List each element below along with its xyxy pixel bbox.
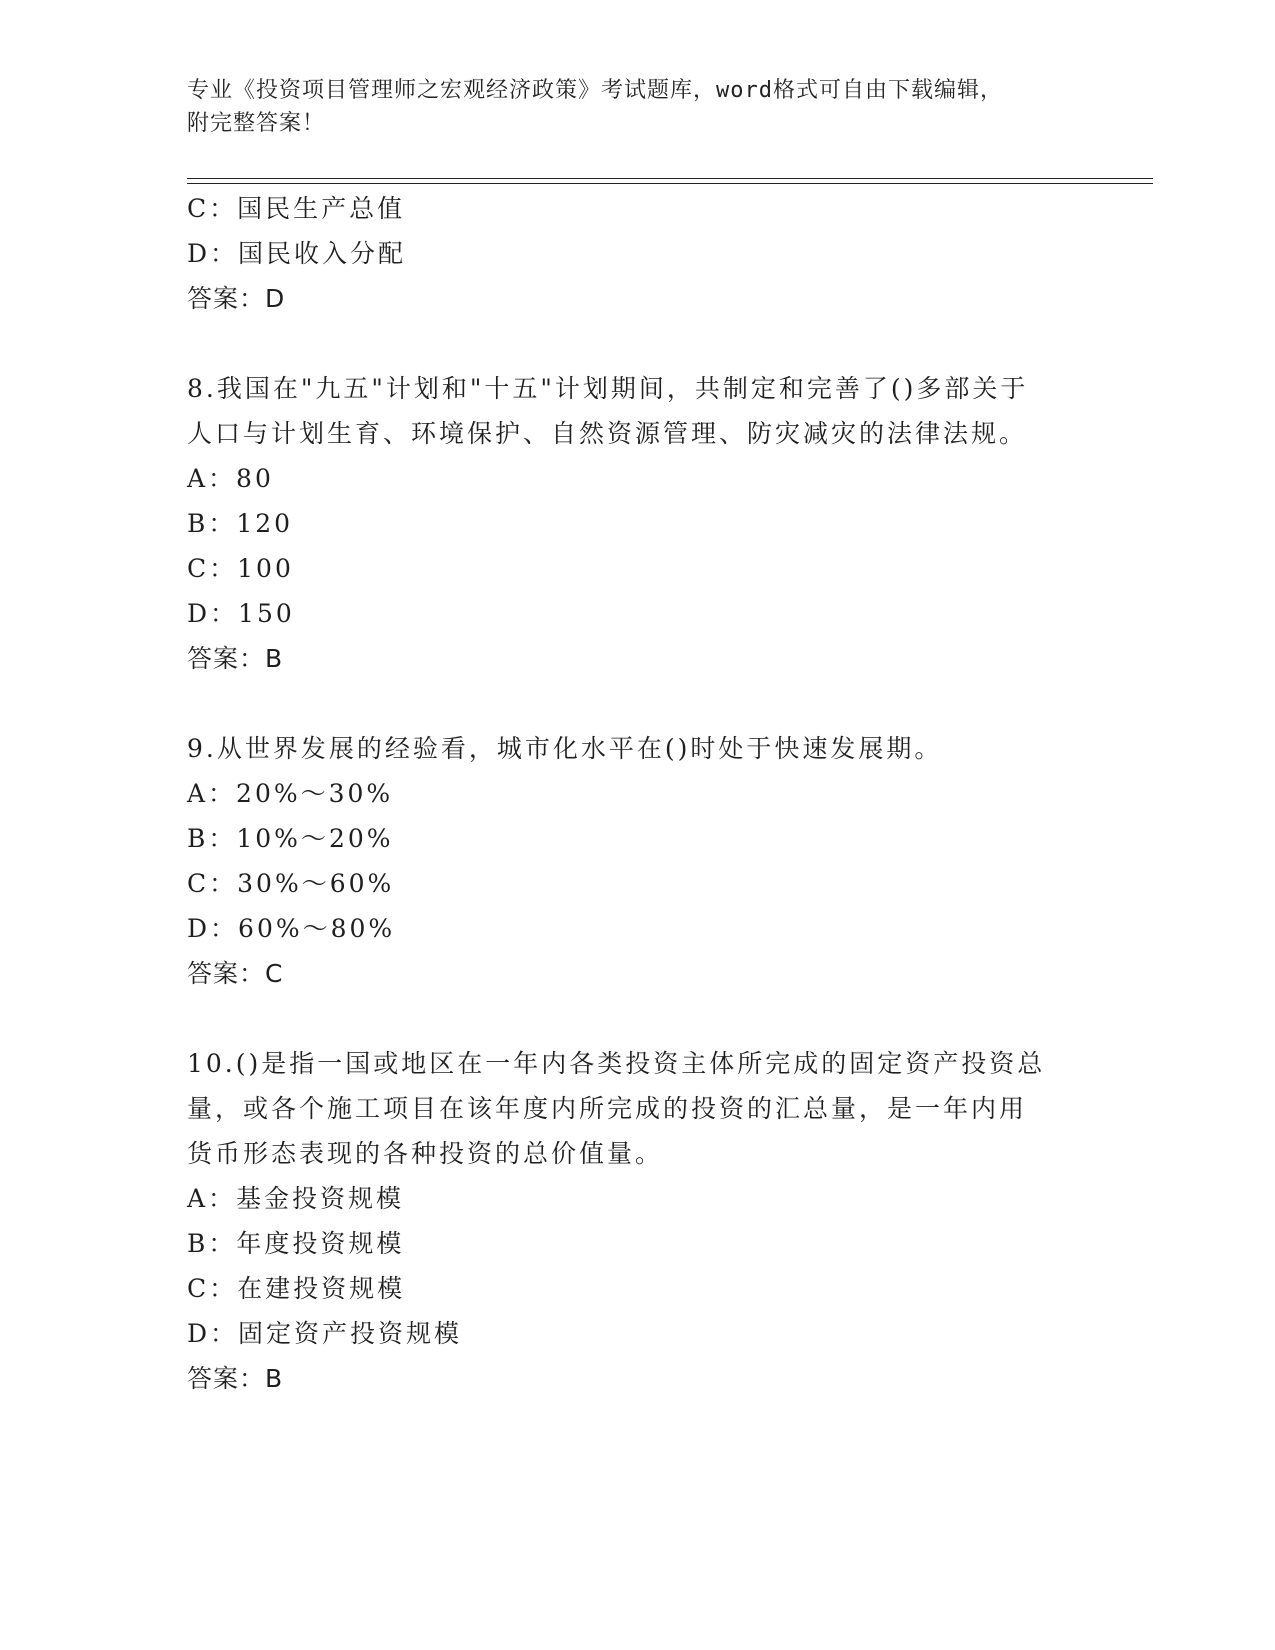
q8-option-c: C：100 bbox=[187, 554, 294, 583]
q10-option-b: B：年度投资规模 bbox=[187, 1229, 405, 1258]
q9-stem-line-1: 9.从世界发展的经验看，城市化水平在()时处于快速发展期。 bbox=[187, 734, 943, 763]
q9-answer: 答案：C bbox=[187, 959, 284, 988]
q7-option-d: D：国民收入分配 bbox=[187, 239, 407, 268]
header-line-1: 专业《投资项目管理师之宏观经济政策》考试题库，word格式可自由下载编辑， bbox=[187, 78, 1003, 103]
q10-stem-line-1: 10.()是指一国或地区在一年内各类投资主体所完成的固定资产投资总 bbox=[187, 1049, 1046, 1078]
q10-option-c: C：在建投资规模 bbox=[187, 1274, 406, 1303]
q10-answer: 答案：B bbox=[187, 1364, 284, 1393]
q7-option-c: C：国民生产总值 bbox=[187, 194, 406, 223]
document-header bbox=[187, 74, 1087, 140]
header-divider-top bbox=[187, 178, 1153, 179]
q10-option-d: D：固定资产投资规模 bbox=[187, 1319, 463, 1348]
header-divider-bottom bbox=[187, 183, 1153, 184]
q8-stem-line-2: 人口与计划生育、环境保护、自然资源管理、防灾减灾的法律法规。 bbox=[187, 419, 1028, 448]
q8-stem-line-1: 8.我国在"九五"计划和"十五"计划期间，共制定和完善了()多部关于 bbox=[187, 374, 1029, 403]
header-line-2: 附完整答案！ bbox=[187, 111, 326, 136]
q8-option-a: A：80 bbox=[187, 464, 274, 493]
q10-option-a: A：基金投资规模 bbox=[187, 1184, 405, 1213]
q9-option-c: C：30%～60% bbox=[187, 869, 395, 898]
q9-option-b: B：10%～20% bbox=[187, 824, 394, 853]
q8-option-b: B：120 bbox=[187, 509, 294, 538]
q8-option-d: D：150 bbox=[187, 599, 295, 628]
q9-option-a: A：20%～30% bbox=[187, 779, 394, 808]
q9-option-d: D：60%～80% bbox=[187, 914, 396, 943]
q10-stem-line-3: 货币形态表现的各种投资的总价值量。 bbox=[187, 1139, 664, 1168]
q8-answer: 答案：B bbox=[187, 644, 284, 673]
q10-stem-line-2: 量，或各个施工项目在该年度内所完成的投资的汇总量，是一年内用 bbox=[187, 1094, 1028, 1123]
q7-answer: 答案：D bbox=[187, 284, 286, 313]
